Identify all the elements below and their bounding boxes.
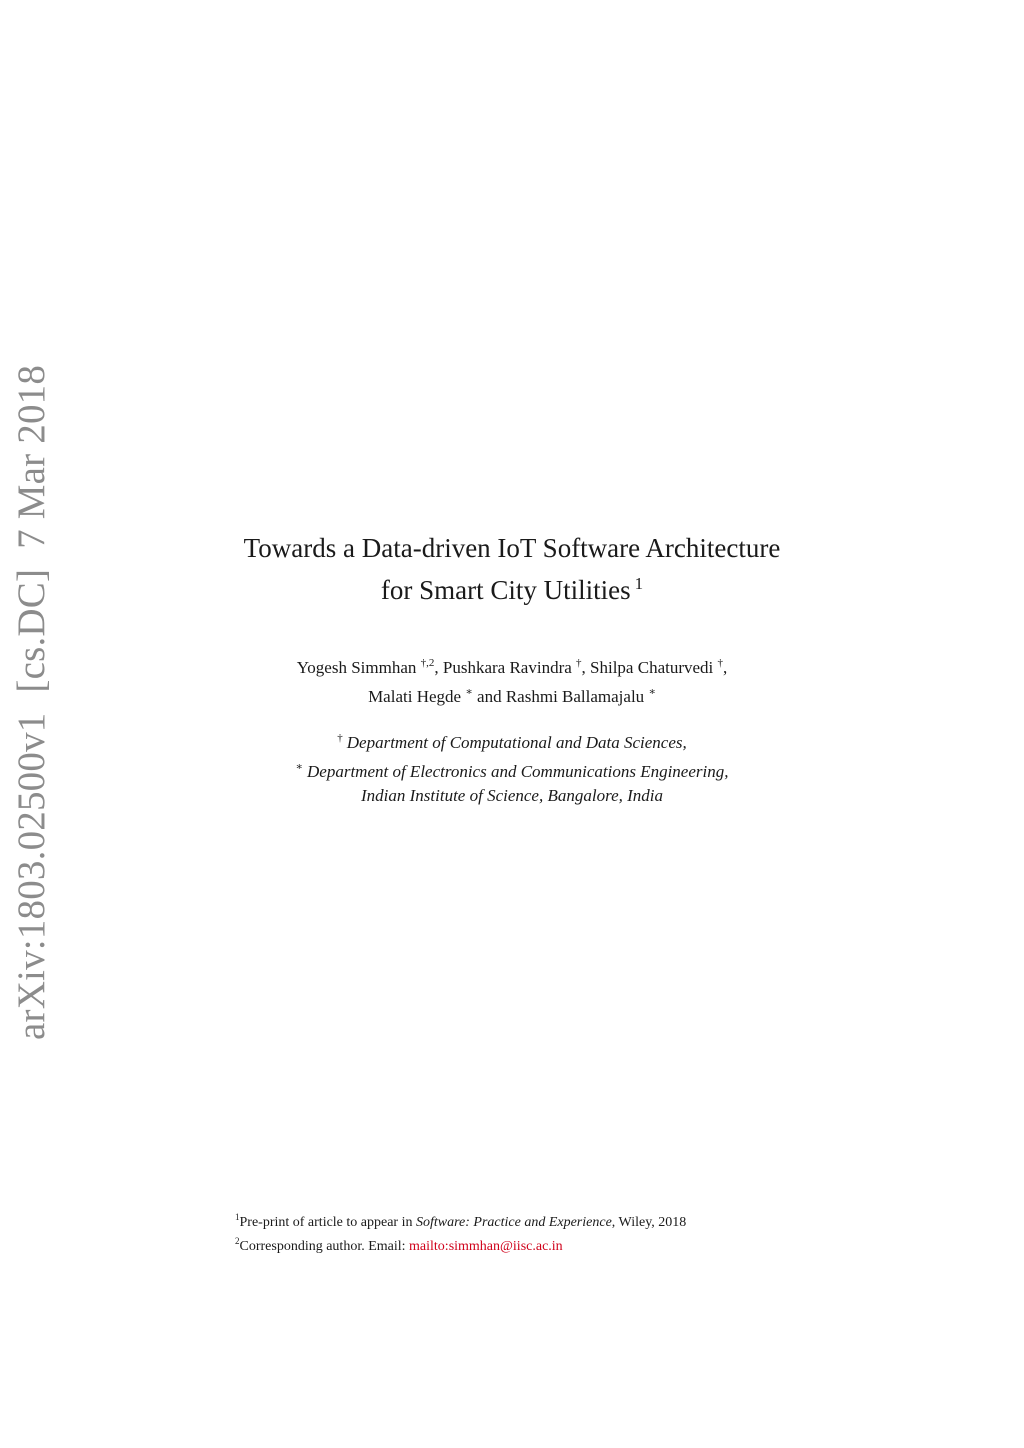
title-line-1: Towards a Data-driven IoT Software Architecture (243, 533, 781, 563)
affiliation-mark: ∗ (295, 761, 303, 773)
author-conjunction: and (477, 687, 502, 706)
footnote-text: Pre-print of article to appear in (239, 1215, 416, 1230)
footnote-mark: 2 (235, 1236, 240, 1246)
affiliation-line-1 (0, 726, 1024, 755)
email-link[interactable]: mailto:simmhan@iisc.ac.in (409, 1239, 563, 1254)
affiliation-text: Department of Computational and Data Sciences, (346, 733, 687, 752)
author-list (0, 651, 1024, 709)
affiliation-line-2 (0, 755, 1024, 784)
author-line-1: Yogesh Simmhan $^{\dagger,2}$, Pushkara Ravindra †, Shilpa Chaturvedi †, (296, 657, 728, 677)
footnote-mark: 1 (235, 1212, 240, 1222)
footnote-text: , Wiley, 2018 (611, 1215, 687, 1230)
paper-title (0, 530, 1024, 608)
affiliations (0, 726, 1024, 808)
author-name: Pushkara Ravindra (442, 658, 572, 677)
author-line-2 (0, 680, 1024, 709)
author-name: Shilpa Chaturvedi (590, 658, 714, 677)
journal-name: Software: Practice and Experience (415, 1215, 612, 1230)
author-name: Malati Hegde (368, 687, 462, 706)
author-affiliation-mark: † (576, 657, 582, 669)
footnote-2 (235, 1232, 686, 1256)
affiliation-mark: † (337, 732, 343, 744)
author-name: Rashmi Ballamajalu (505, 687, 645, 706)
author-affiliation-mark: ∗ (648, 686, 656, 698)
affiliation-line-3 (0, 784, 1024, 808)
affiliation-text: Indian Institute of Science, Bangalore, India (361, 786, 663, 805)
affiliation-text: Department of Electronics and Communications Engineering, (307, 762, 729, 781)
title-line-2-wrapper (0, 566, 1024, 608)
title-footnote-mark: 1 (634, 574, 644, 593)
author-affiliation-mark: † (717, 657, 724, 669)
footnotes (235, 1208, 686, 1256)
footnote-1 (235, 1208, 686, 1232)
author-affiliation-mark: †,2 (420, 657, 435, 669)
arxiv-identifier-stamp: arXiv:1803.02500v1 [cs.DC] 7 Mar 2018 (10, 364, 53, 1040)
author-name: Yogesh Simmhan (296, 658, 417, 677)
footnote-text: Corresponding author. Email: (239, 1239, 410, 1254)
author-affiliation-mark: ∗ (465, 686, 473, 698)
title-line-2: for Smart City Utilities (380, 575, 631, 605)
